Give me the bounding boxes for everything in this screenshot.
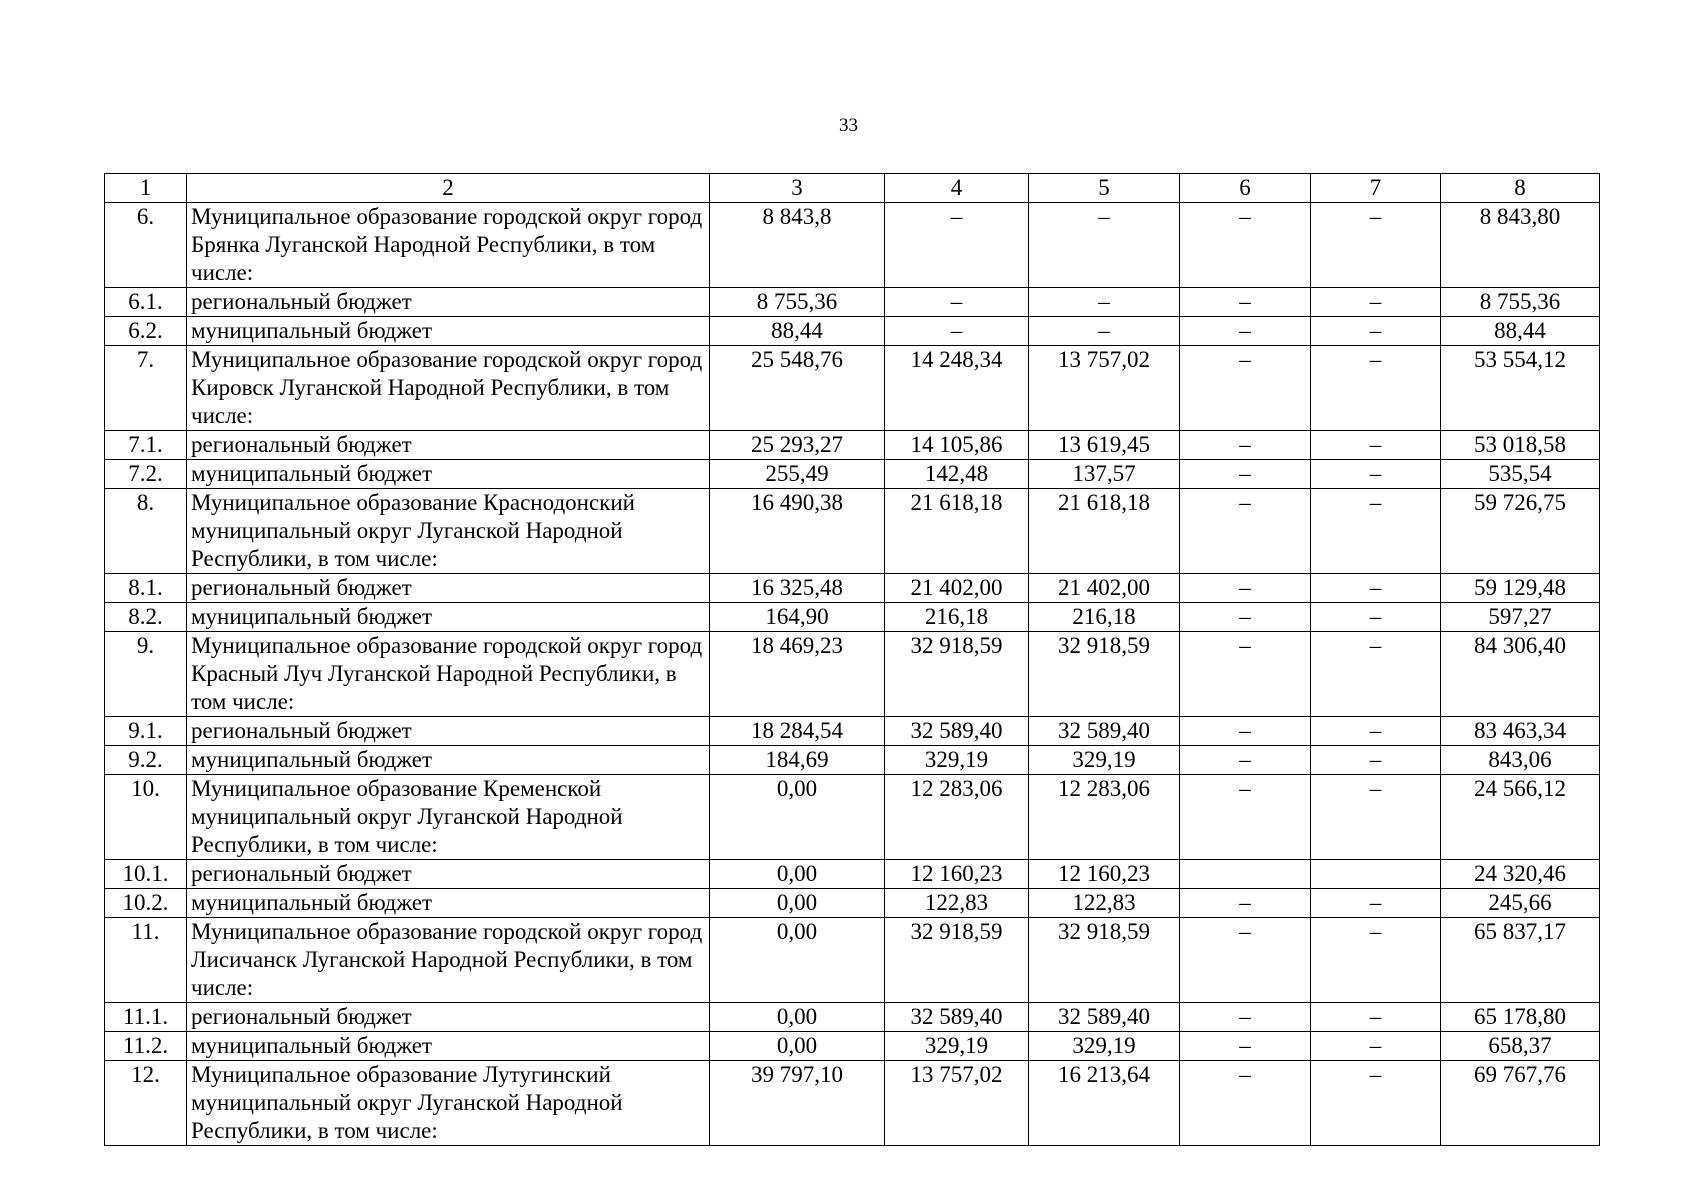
table-row-budget [105,288,1600,317]
value-cell-col6: – [1180,1061,1311,1146]
total-cell-col8: 84 306,40 [1441,632,1600,717]
row-name-cell: региональный бюджет [187,860,710,889]
value-cell-col7: – [1311,346,1441,431]
row-name-cell: Муниципальное образование Лутугинский муниципальный округ Луганской Народной Республики, в том числе: [187,1061,710,1146]
row-name-cell: муниципальный бюджет [187,889,710,918]
value-cell-col4: 32 918,59 [885,632,1029,717]
value-cell-col3: 88,44 [710,317,885,346]
value-cell-col7: – [1311,1032,1441,1061]
value-cell-col3: 0,00 [710,775,885,860]
table-row-municipality [105,1061,1600,1146]
table-row-budget [105,889,1600,918]
value-cell-col6: – [1180,203,1311,288]
row-name-cell: региональный бюджет [187,1003,710,1032]
table-row-municipality [105,489,1600,574]
value-cell-col3: 255,49 [710,460,885,489]
value-cell-col4: 329,19 [885,1032,1029,1061]
row-number-cell: 11.1. [105,1003,187,1032]
table-row-budget [105,317,1600,346]
row-number-cell: 7.2. [105,460,187,489]
row-number-cell: 12. [105,1061,187,1146]
value-cell-col6: – [1180,288,1311,317]
row-name-cell: муниципальный бюджет [187,603,710,632]
table-row-budget [105,1003,1600,1032]
value-cell-col4: 32 589,40 [885,717,1029,746]
table-row-budget [105,574,1600,603]
value-cell-col7: – [1311,1061,1441,1146]
value-cell-col7: – [1311,288,1441,317]
table-row-budget [105,460,1600,489]
value-cell-col5: 21 618,18 [1029,489,1180,574]
row-name-cell: муниципальный бюджет [187,1032,710,1061]
value-cell-col6: – [1180,574,1311,603]
value-cell-col6: – [1180,460,1311,489]
value-cell-col7: – [1311,431,1441,460]
value-cell-col7: – [1311,889,1441,918]
value-cell-col5: 329,19 [1029,746,1180,775]
page-number: 33 [839,115,858,136]
total-cell-col8: 24 320,46 [1441,860,1600,889]
total-cell-col8: 65 837,17 [1441,918,1600,1003]
value-cell-col4: – [885,203,1029,288]
value-cell-col4: 122,83 [885,889,1029,918]
table-row-budget [105,860,1600,889]
value-cell-col6: – [1180,603,1311,632]
value-cell-col5: 13 619,45 [1029,431,1180,460]
row-number-cell: 6. [105,203,187,288]
value-cell-col5: 21 402,00 [1029,574,1180,603]
value-cell-col5: 122,83 [1029,889,1180,918]
row-number-cell: 6.2. [105,317,187,346]
value-cell-col3: 16 325,48 [710,574,885,603]
value-cell-col3: 18 284,54 [710,717,885,746]
value-cell-col4: 32 589,40 [885,1003,1029,1032]
value-cell-col4: 14 248,34 [885,346,1029,431]
row-number-cell: 9.2. [105,746,187,775]
row-name-cell: муниципальный бюджет [187,460,710,489]
value-cell-col5: 16 213,64 [1029,1061,1180,1146]
table-row-budget [105,717,1600,746]
total-cell-col8: 69 767,76 [1441,1061,1600,1146]
header-cell: 1 [105,174,187,203]
value-cell-col3: 164,90 [710,603,885,632]
row-number-cell: 7.1. [105,431,187,460]
value-cell-col7: – [1311,632,1441,717]
value-cell-col6: – [1180,717,1311,746]
total-cell-col8: 535,54 [1441,460,1600,489]
value-cell-col5: 12 283,06 [1029,775,1180,860]
total-cell-col8: 53 554,12 [1441,346,1600,431]
value-cell-col3: 25 548,76 [710,346,885,431]
row-name-cell: Муниципальное образование Кременской муниципальный округ Луганской Народной Республики, в том числе: [187,775,710,860]
value-cell-col3: 0,00 [710,889,885,918]
value-cell-col7: – [1311,489,1441,574]
value-cell-col7: – [1311,574,1441,603]
value-cell-col3: 39 797,10 [710,1061,885,1146]
header-cell: 8 [1441,174,1600,203]
value-cell-col6: – [1180,632,1311,717]
total-cell-col8: 658,37 [1441,1032,1600,1061]
row-name-cell: муниципальный бюджет [187,317,710,346]
row-name-cell: муниципальный бюджет [187,746,710,775]
table-row-municipality [105,632,1600,717]
value-cell-col5: 329,19 [1029,1032,1180,1061]
value-cell-col5: – [1029,203,1180,288]
total-cell-col8: 65 178,80 [1441,1003,1600,1032]
total-cell-col8: 597,27 [1441,603,1600,632]
value-cell-col7: – [1311,317,1441,346]
value-cell-col7: – [1311,460,1441,489]
row-number-cell: 10.1. [105,860,187,889]
row-number-cell: 11.2. [105,1032,187,1061]
row-number-cell: 9. [105,632,187,717]
value-cell-col3: 0,00 [710,918,885,1003]
table-row-municipality [105,918,1600,1003]
value-cell-col7: – [1311,1003,1441,1032]
header-cell: 5 [1029,174,1180,203]
value-cell-col5: 216,18 [1029,603,1180,632]
row-name-cell: региональный бюджет [187,574,710,603]
value-cell-col6: – [1180,746,1311,775]
value-cell-col3: 8 755,36 [710,288,885,317]
value-cell-col4: 14 105,86 [885,431,1029,460]
header-cell: 4 [885,174,1029,203]
header-cell: 3 [710,174,885,203]
value-cell-col4: 142,48 [885,460,1029,489]
value-cell-col5: – [1029,288,1180,317]
value-cell-col5: 32 918,59 [1029,918,1180,1003]
table-row-budget [105,746,1600,775]
value-cell-col7: – [1311,203,1441,288]
value-cell-col7: – [1311,717,1441,746]
value-cell-col4: 216,18 [885,603,1029,632]
value-cell-col4: 32 918,59 [885,918,1029,1003]
value-cell-col4: – [885,288,1029,317]
total-cell-col8: 8 843,80 [1441,203,1600,288]
value-cell-col5: 137,57 [1029,460,1180,489]
table-row-municipality [105,203,1600,288]
table-row-budget [105,1032,1600,1061]
row-number-cell: 8.2. [105,603,187,632]
header-cell: 2 [187,174,710,203]
value-cell-col4: 12 160,23 [885,860,1029,889]
row-name-cell: региональный бюджет [187,431,710,460]
value-cell-col3: 0,00 [710,1003,885,1032]
value-cell-col3: 0,00 [710,860,885,889]
value-cell-col3: 16 490,38 [710,489,885,574]
value-cell-col4: 21 618,18 [885,489,1029,574]
value-cell-col7 [1311,860,1441,889]
value-cell-col6: – [1180,346,1311,431]
row-number-cell: 7. [105,346,187,431]
row-number-cell: 11. [105,918,187,1003]
header-cell: 6 [1180,174,1311,203]
value-cell-col5: 32 589,40 [1029,717,1180,746]
value-cell-col6: – [1180,889,1311,918]
value-cell-col5: 12 160,23 [1029,860,1180,889]
row-name-cell: региональный бюджет [187,288,710,317]
total-cell-col8: 88,44 [1441,317,1600,346]
row-name-cell: Муниципальное образование городской округ город Кировск Луганской Народной Республики, в том числе: [187,346,710,431]
value-cell-col6: – [1180,489,1311,574]
value-cell-col4: – [885,317,1029,346]
value-cell-col6: – [1180,1003,1311,1032]
value-cell-col6 [1180,860,1311,889]
total-cell-col8: 83 463,34 [1441,717,1600,746]
row-name-cell: региональный бюджет [187,717,710,746]
row-number-cell: 6.1. [105,288,187,317]
row-number-cell: 9.1. [105,717,187,746]
total-cell-col8: 53 018,58 [1441,431,1600,460]
value-cell-col3: 18 469,23 [710,632,885,717]
row-number-cell: 8. [105,489,187,574]
budget-table [104,173,1600,1146]
value-cell-col4: 21 402,00 [885,574,1029,603]
value-cell-col6: – [1180,317,1311,346]
value-cell-col4: 13 757,02 [885,1061,1029,1146]
table-row-budget [105,603,1600,632]
header-cell: 7 [1311,174,1441,203]
row-number-cell: 10.2. [105,889,187,918]
value-cell-col7: – [1311,918,1441,1003]
row-name-cell: Муниципальное образование городской округ город Брянка Луганской Народной Республики, в том числе: [187,203,710,288]
value-cell-col3: 184,69 [710,746,885,775]
value-cell-col3: 0,00 [710,1032,885,1061]
row-name-cell: Муниципальное образование городской округ город Красный Луч Луганской Народной Республики, в том числе: [187,632,710,717]
value-cell-col3: 8 843,8 [710,203,885,288]
value-cell-col7: – [1311,775,1441,860]
value-cell-col5: 13 757,02 [1029,346,1180,431]
total-cell-col8: 843,06 [1441,746,1600,775]
total-cell-col8: 59 726,75 [1441,489,1600,574]
total-cell-col8: 8 755,36 [1441,288,1600,317]
row-name-cell: Муниципальное образование городской округ город Лисичанск Луганской Народной Республики, в том числе: [187,918,710,1003]
total-cell-col8: 24 566,12 [1441,775,1600,860]
value-cell-col6: – [1180,918,1311,1003]
value-cell-col6: – [1180,1032,1311,1061]
table-header-row [105,174,1600,203]
value-cell-col4: 329,19 [885,746,1029,775]
table-row-municipality [105,775,1600,860]
table-row-budget [105,431,1600,460]
total-cell-col8: 245,66 [1441,889,1600,918]
value-cell-col6: – [1180,775,1311,860]
value-cell-col5: 32 589,40 [1029,1003,1180,1032]
value-cell-col4: 12 283,06 [885,775,1029,860]
value-cell-col6: – [1180,431,1311,460]
value-cell-col5: 32 918,59 [1029,632,1180,717]
row-number-cell: 10. [105,775,187,860]
value-cell-col7: – [1311,746,1441,775]
value-cell-col7: – [1311,603,1441,632]
value-cell-col3: 25 293,27 [710,431,885,460]
value-cell-col5: – [1029,317,1180,346]
table-row-municipality [105,346,1600,431]
row-name-cell: Муниципальное образование Краснодонский муниципальный округ Луганской Народной Республики, в том числе: [187,489,710,574]
row-number-cell: 8.1. [105,574,187,603]
total-cell-col8: 59 129,48 [1441,574,1600,603]
